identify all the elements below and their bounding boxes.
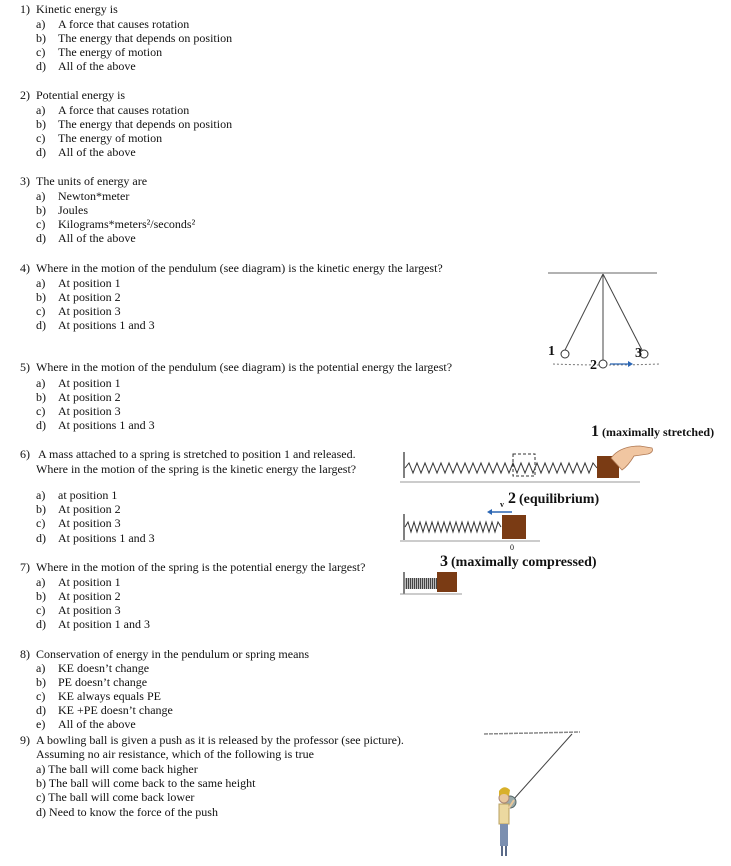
pendulum-string bbox=[513, 734, 572, 800]
option: b) The energy that depends on position bbox=[36, 31, 233, 45]
spring-coil bbox=[405, 578, 437, 589]
option: e) All of the above bbox=[36, 717, 136, 731]
question-text: The units of energy are bbox=[36, 174, 148, 188]
option: d) At positions 1 and 3 bbox=[36, 531, 155, 545]
option: d) All of the above bbox=[36, 145, 136, 159]
question-number: 2) bbox=[20, 88, 30, 102]
spring-coil bbox=[405, 522, 501, 532]
spring-label-stretched bbox=[591, 423, 714, 441]
mass-block bbox=[502, 515, 526, 539]
bowling-pendulum-picture bbox=[484, 732, 580, 856]
option: a) At position 1 bbox=[36, 276, 121, 290]
option: c) The energy of motion bbox=[36, 45, 163, 59]
pendulum-position-2-label: 2 bbox=[590, 358, 597, 373]
option: a) KE doesn’t change bbox=[36, 661, 150, 675]
option: a) At position 1 bbox=[36, 575, 121, 589]
velocity-arrowhead bbox=[628, 361, 633, 367]
pendulum-diagram bbox=[548, 273, 660, 368]
option: a) The ball will come back higher bbox=[36, 762, 198, 776]
question-number: 3) bbox=[20, 174, 30, 188]
label-text: (maximally stretched) bbox=[602, 425, 715, 439]
option: a) A force that causes rotation bbox=[36, 103, 190, 117]
question-text: A mass attached to a spring is stretched to position 1 and released. bbox=[38, 447, 356, 461]
option: b) The ball will come back to the same height bbox=[36, 776, 256, 790]
question-number: 8) bbox=[20, 647, 30, 661]
option: c) At position 3 bbox=[36, 304, 121, 318]
option: d) All of the above bbox=[36, 59, 136, 73]
question-number: 6) bbox=[20, 447, 30, 461]
option: b) Joules bbox=[36, 203, 88, 217]
option: b) At position 2 bbox=[36, 390, 121, 404]
label-text: (maximally compressed) bbox=[451, 555, 597, 570]
question-text-continued: Assuming no air resistance, which of the following is true bbox=[36, 747, 314, 761]
question-number: 9) bbox=[20, 733, 30, 747]
question-text: Where in the motion of the spring is the potential energy the largest? bbox=[36, 560, 366, 574]
label-number: 2 bbox=[508, 490, 516, 507]
ghost-mass bbox=[513, 454, 535, 476]
zero-label: 0 bbox=[510, 543, 514, 552]
option: d) At positions 1 and 3 bbox=[36, 318, 155, 332]
label-number: 1 bbox=[591, 423, 599, 440]
pendulum-position-3-label: 3 bbox=[635, 346, 642, 361]
option: c) The ball will come back lower bbox=[36, 790, 195, 804]
option: d) KE +PE doesn’t change bbox=[36, 703, 173, 717]
velocity-label: v bbox=[500, 500, 504, 509]
label-text: (equilibrium) bbox=[519, 492, 600, 507]
option: c) Kilograms*meters²/seconds² bbox=[36, 217, 196, 231]
option: a) Newton*meter bbox=[36, 189, 130, 203]
question-text: Where in the motion of the pendulum (see diagram) is the potential energy the largest? bbox=[36, 360, 453, 374]
option: c) The energy of motion bbox=[36, 131, 163, 145]
question-number: 5) bbox=[20, 360, 30, 374]
option: b) At position 2 bbox=[36, 589, 121, 603]
pendulum-string-3 bbox=[603, 274, 643, 352]
question-number: 1) bbox=[20, 2, 30, 16]
mass-block bbox=[437, 572, 457, 592]
option: b) PE doesn’t change bbox=[36, 675, 148, 689]
spring-label-equilibrium bbox=[508, 490, 599, 508]
pendulum-string-1 bbox=[564, 274, 603, 352]
pendulum-position-1-label: 1 bbox=[548, 344, 555, 359]
option: b) The energy that depends on position bbox=[36, 117, 233, 131]
spring-stretched bbox=[400, 446, 653, 482]
spring-compressed bbox=[400, 572, 462, 594]
option: b) At position 2 bbox=[36, 290, 121, 304]
option: c) At position 3 bbox=[36, 404, 121, 418]
option: c) KE always equals PE bbox=[36, 689, 161, 703]
option: c) At position 3 bbox=[36, 603, 121, 617]
velocity-arrowhead bbox=[487, 509, 492, 515]
spring-label-compressed bbox=[440, 553, 597, 571]
question-text: Kinetic energy is bbox=[36, 2, 118, 16]
question-number: 7) bbox=[20, 560, 30, 574]
option: d) At positions 1 and 3 bbox=[36, 418, 155, 432]
label-number: 3 bbox=[440, 553, 448, 570]
option: a) A force that causes rotation bbox=[36, 17, 190, 31]
question-text: Conservation of energy in the pendulum or spring means bbox=[36, 647, 310, 661]
option: b) At position 2 bbox=[36, 502, 121, 516]
option: c) At position 3 bbox=[36, 516, 121, 530]
question-text-continued: Where in the motion of the spring is the kinetic energy the largest? bbox=[36, 462, 357, 476]
option: d) At position 1 and 3 bbox=[36, 617, 150, 631]
question-number: 4) bbox=[20, 261, 30, 275]
pendulum-bob-1 bbox=[561, 350, 569, 358]
option: d) All of the above bbox=[36, 231, 136, 245]
option: a) at position 1 bbox=[36, 488, 118, 502]
option: a) At position 1 bbox=[36, 376, 121, 390]
question-text: Potential energy is bbox=[36, 88, 126, 102]
option: d) Need to know the force of the push bbox=[36, 805, 218, 819]
spring-equilibrium bbox=[400, 509, 540, 541]
question-text: A bowling ball is given a push as it is released by the professor (see picture). bbox=[36, 733, 404, 747]
question-text: Where in the motion of the pendulum (see diagram) is the kinetic energy the largest? bbox=[36, 261, 443, 275]
pendulum-bob-2 bbox=[599, 360, 607, 368]
ceiling bbox=[484, 732, 580, 734]
spring-coil bbox=[405, 463, 597, 473]
